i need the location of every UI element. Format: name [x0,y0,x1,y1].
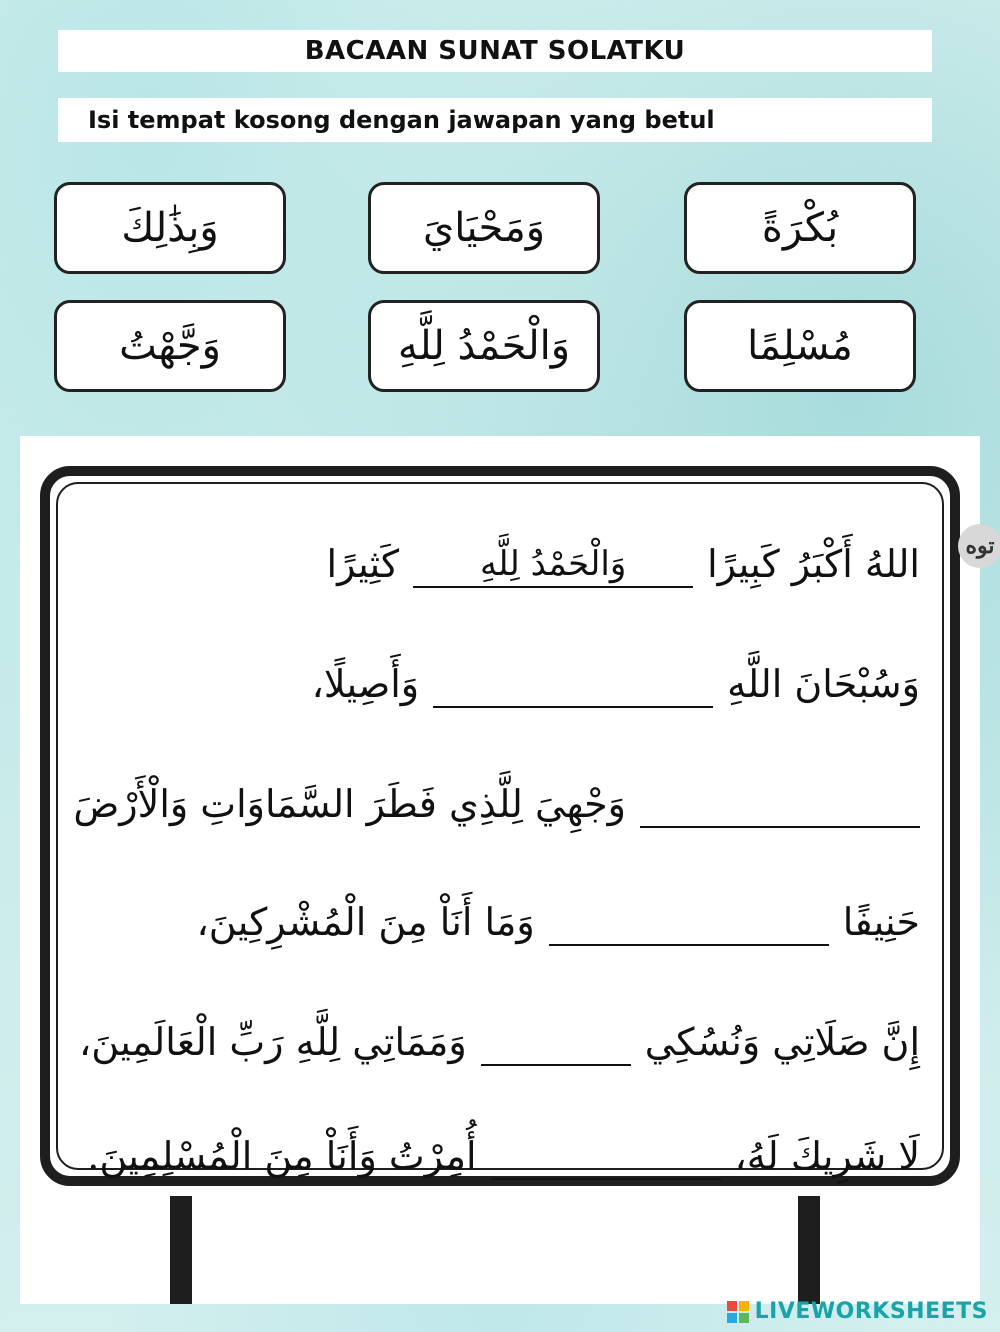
answer-blank[interactable] [640,780,920,828]
verse-line-3 [73,774,920,834]
answer-blank[interactable] [549,898,829,946]
verse-text: وَسُبْحَانَ اللَّهِ [727,662,920,706]
word-card[interactable]: مُسْلِمًا [684,300,916,392]
verse-text: وَمَمَاتِي لِلَّهِ رَبِّ الْعَالَمِينَ، [79,1020,467,1064]
verse-text: وَمَا أَنَاْ مِنَ الْمُشْرِكِينَ، [196,900,535,944]
liveworksheets-icon [727,1301,749,1323]
worksheet-panel [20,436,995,1304]
word-card[interactable]: وَبِذَٰلِكَ [54,182,286,274]
verse-text: أُمِرْتُ وَأَنَاْ مِنَ الْمُسْلِمِينَ. [87,1134,477,1178]
filled-answer: وَالْحَمْدُ لِلَّهِ [479,544,627,584]
board-leg-left [170,1196,192,1304]
page-title: BACAAN SUNAT SOLATKU [304,36,686,66]
instruction-text: Isi tempat kosong dengan jawapan yang betul [88,106,715,134]
verse-text: لَا شَرِيكَ لَهُ، [734,1134,920,1178]
word-card[interactable]: وَجَّهْتُ [54,300,286,392]
verse-text: إِنَّ صَلَاتِي وَنُسُكِي [644,1020,920,1064]
board-leg-right [798,1196,820,1304]
verse-line-2 [312,654,920,714]
brand-logo[interactable] [727,1299,988,1324]
verse-line-5 [79,1012,920,1072]
word-card[interactable]: بُكْرَةً [684,182,916,274]
answer-blank[interactable] [433,660,713,708]
verse-line-4 [197,892,920,952]
verse-text: كَثِيرًا [326,542,400,586]
word-card[interactable]: وَالْحَمْدُ لِلَّهِ [368,300,600,392]
verse-line-6 [87,1126,920,1186]
instruction-bar [58,98,932,142]
answer-blank[interactable] [413,540,693,588]
verse-text: اللهُ أَكْبَرُ كَبِيرًا [707,542,920,586]
verse-text: حَنِيفًا [842,900,920,944]
answer-blank[interactable] [491,1132,721,1180]
verse-line-1 [327,534,920,594]
verse-text: وَجْهِيَ لِلَّذِي فَطَرَ السَّمَاوَاتِ وَالْأَرْضَ [73,782,626,826]
word-card[interactable]: وَمَحْيَايَ [368,182,600,274]
brand-name: LIVEWORKSHEETS [754,1299,988,1324]
answer-blank[interactable] [481,1018,631,1066]
title-bar [58,30,932,72]
edge-tag: توه [958,524,1000,568]
verse-text: وَأَصِيلًا، [311,662,420,706]
